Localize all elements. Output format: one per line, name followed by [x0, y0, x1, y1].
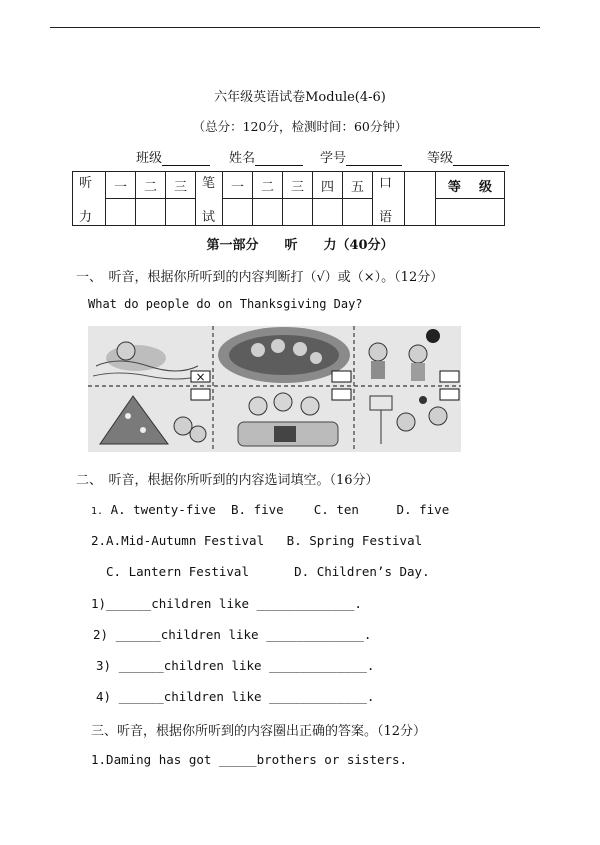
name-blank[interactable] [255, 151, 303, 166]
q1-number: 1. [91, 506, 104, 517]
exam-subtitle: （总分：120分，检测时间：60分钟） [192, 119, 408, 134]
answer-mark-1: × [195, 370, 206, 384]
family-dinner-picture [218, 327, 350, 383]
section1-question: What do people do on Thanksgiving Day? [88, 297, 363, 311]
top-rule [50, 27, 540, 28]
grade-field[interactable] [427, 147, 509, 166]
writing-col-5: 五 [343, 172, 373, 199]
answer-box-4[interactable] [332, 389, 351, 400]
listening-header: 听 力 [73, 172, 106, 226]
score-cell[interactable] [283, 199, 313, 226]
score-cell[interactable] [253, 199, 283, 226]
class-blank[interactable] [162, 151, 210, 166]
thanksgiving-picture-panel [88, 326, 461, 452]
oral-header: 口 语 [373, 172, 405, 226]
blank-line-1[interactable]: 1)______children like _____________. [91, 596, 362, 611]
section3-heading: 三、听音，根据你所听到的内容圈出正确的答案。（12分） [91, 724, 427, 739]
section2-heading: 二、 听音，根据你所听到的内容选词填空。（16分） [76, 473, 379, 488]
answer-box-6[interactable] [440, 389, 459, 400]
listening-col-1: 一 [106, 172, 136, 199]
section2-q1 [91, 502, 449, 517]
writing-col-3: 三 [283, 172, 313, 199]
writing-header: 笔 试 [196, 172, 223, 226]
writing-col-2: 二 [253, 172, 283, 199]
writing-col-4: 四 [313, 172, 343, 199]
q1-options: A. twenty-five B. five C. ten D. five [110, 502, 450, 517]
student-id-field[interactable] [320, 147, 402, 166]
answer-box-5[interactable] [440, 371, 459, 382]
class-label: 班级 [136, 151, 163, 166]
name-field[interactable] [229, 147, 303, 166]
blank-line-4[interactable]: 4) ______children like _____________. [96, 689, 375, 704]
grade-cell[interactable] [436, 199, 505, 226]
answer-box-2[interactable] [191, 389, 210, 400]
answer-box-3[interactable] [332, 371, 351, 382]
student-id-blank[interactable] [346, 151, 402, 166]
section2-q2-line1: 2.A.Mid-Autumn Festival B. Spring Festival [91, 533, 423, 548]
section2-q2-line2: C. Lantern Festival D. Children’s Day. [106, 564, 430, 579]
score-cell[interactable] [313, 199, 343, 226]
score-cell[interactable] [136, 199, 166, 226]
grade-label: 等级 [427, 151, 454, 166]
section1-heading: 一、 听音，根据你所听到的内容判断打（√）或（×）。（12分） [76, 270, 444, 285]
class-field[interactable] [136, 147, 210, 166]
part1-heading: 第一部分 听 力（40分） [206, 238, 394, 253]
grade-header: 等 级 [436, 172, 505, 199]
blank-line-3[interactable]: 3) ______children like _____________. [96, 658, 375, 673]
writing-col-1: 一 [223, 172, 253, 199]
section3-q1[interactable]: 1.Daming has got _____brothers or sisters. [91, 752, 408, 767]
score-cell[interactable] [223, 199, 253, 226]
listening-col-3: 三 [166, 172, 196, 199]
name-label: 姓名 [229, 151, 256, 166]
listening-col-2: 二 [136, 172, 166, 199]
score-cell[interactable] [166, 199, 196, 226]
score-cell[interactable] [106, 199, 136, 226]
score-table [72, 171, 505, 226]
student-id-label: 学号 [320, 151, 347, 166]
score-cell[interactable] [343, 199, 373, 226]
grade-blank[interactable] [453, 151, 509, 166]
page-title: 六年级英语试卷Module(4-6) [214, 90, 386, 105]
oral-score-cell[interactable] [405, 172, 436, 226]
blank-line-2[interactable]: 2) ______children like _____________. [93, 627, 372, 642]
